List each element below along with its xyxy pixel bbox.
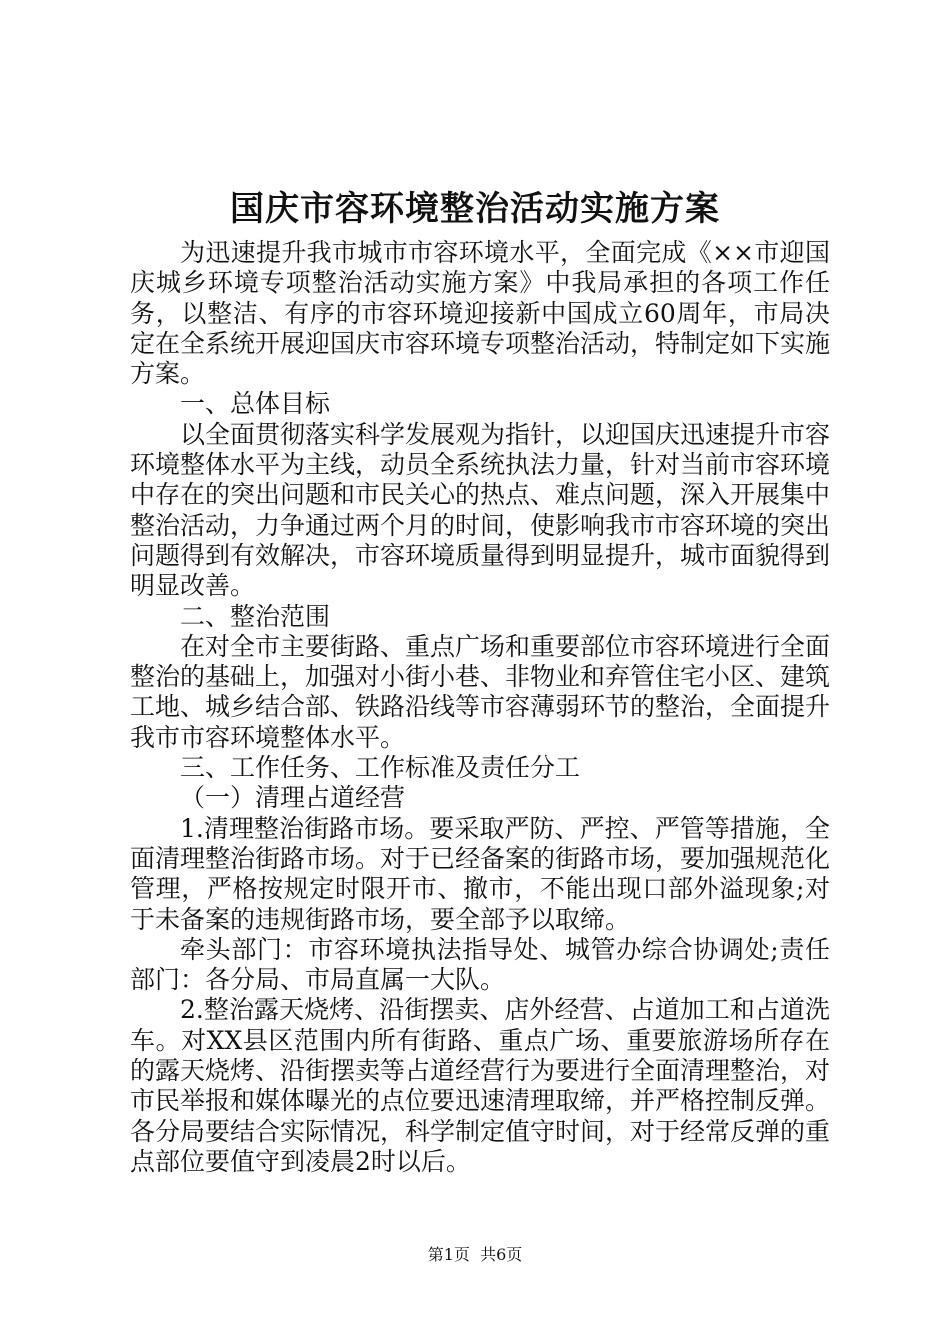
document-body: [130, 238, 830, 1177]
heading-tasks: 三、工作任务、工作标准及责任分工: [180, 753, 581, 783]
paragraph-responsibility: 牵头部门：市容环境执法指导处、城管办综合协调处;责任部门：各分局、市局直属一大队。: [130, 934, 830, 995]
page-footer: [0, 1244, 950, 1266]
paragraph-scope: 在对全市主要街路、重点广场和重要部位市容环境进行全面整治的基础上，加强对小街小巷、非物业和弃管住宅小区、建筑工地、城乡结合部、铁路沿线等市容薄弱环节的整治，全面提升我市市容环境整体水平。: [130, 631, 831, 752]
paragraph-overall-goal: 以全面贯彻落实科学发展观为指针，以迎国庆迅速提升市容环境整体水平为主线，动员全系统执法力量，针对当前市容环境中存在的突出问题和市民关心的热点、难点问题，深入开展集中整治活动，力争通过两个月的时间，使影响我市市容环境的突出问题得到有效解决，市容环境质量得到明显提升，城市面貌得到明显改善。: [130, 419, 831, 601]
heading-overall-goal: 一、总体目标: [180, 389, 331, 419]
paragraph-item-2: 2.整治露天烧烤、沿街摆卖、店外经营、占道加工和占道洗车。对XX县区范围内所有街路、重点广场、重要旅游场所存在的露天烧烤、沿街摆卖等占道经营行为要进行全面清理整治，对市民举报和媒体曝光的点位要迅速清理取缔，并严格控制反弹。各分局要结合实际情况，科学制定值守时间，对于经常反弹的重点部位要值守到凌晨2时以后。: [130, 995, 831, 1176]
heading-scope: 二、整治范围: [180, 601, 331, 631]
paragraph-intro: 为迅速提升我市城市市容环境水平，全面完成《××市迎国庆城乡环境专项整治活动实施方案》中我局承担的各项工作任务，以整洁、有序的市容环境迎接新中国成立60周年，市局决定在全系统开展迎国庆市容环境专项整治活动，特制定如下实施方案。: [130, 238, 831, 389]
page-number: 第1页 共6页: [427, 1245, 523, 1264]
subheading-road-occupation: （一）清理占道经营: [180, 783, 406, 813]
paragraph-item-1: 1.清理整治街路市场。要采取严防、严控、严管等措施，全面清理整治街路市场。对于已经备案的街路市场，要加强规范化管理，严格按规定时限开市、撤市，不能出现口部外溢现象;对于未备案的违规街路市场，要全部予以取缔。: [130, 813, 831, 934]
document-title: 国庆市容环境整治活动实施方案: [230, 189, 720, 229]
